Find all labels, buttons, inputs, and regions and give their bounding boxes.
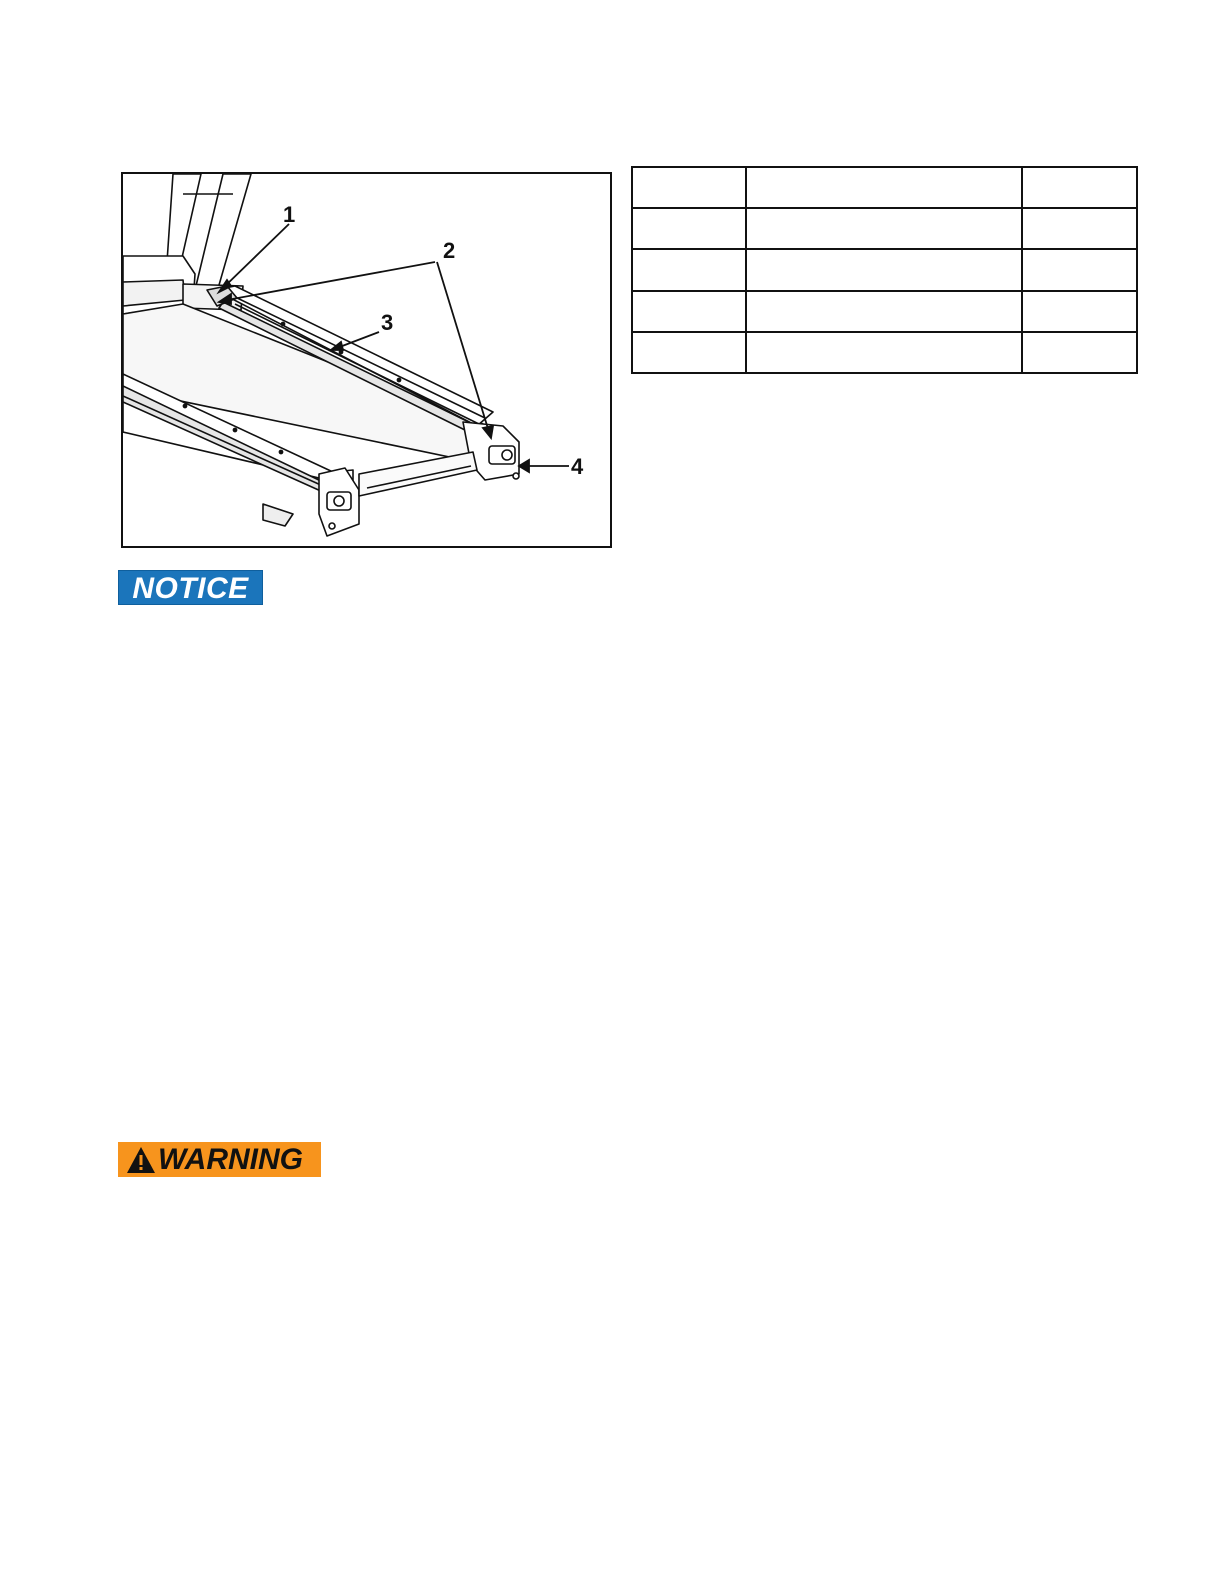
table-cell [632,167,746,208]
table-cell [746,332,1022,373]
callout-3: 3 [381,310,394,335]
callout-4: 4 [571,454,584,479]
callout-2: 2 [443,238,456,263]
callout-1: 1 [283,202,296,227]
table-cell [632,291,746,332]
table-cell [1022,208,1137,249]
table-cell [746,167,1022,208]
table-row [632,208,1137,249]
treadmill-illustration [123,174,610,546]
warning-label: WARNING [158,1143,303,1176]
table-row [632,167,1137,208]
table-cell [746,208,1022,249]
parts-table [631,166,1138,374]
table-cell [746,249,1022,290]
table-cell [632,332,746,373]
table-cell [632,208,746,249]
treadmill-figure [121,172,612,548]
warning-triangle-icon [126,1146,156,1174]
table-row [632,249,1137,290]
table-cell [1022,167,1137,208]
notice-label: NOTICE [118,570,263,605]
table-cell [1022,249,1137,290]
table-cell [1022,291,1137,332]
table-cell [746,291,1022,332]
table-cell [1022,332,1137,373]
table-row [632,332,1137,373]
warning-banner [118,1142,321,1177]
table-row [632,291,1137,332]
table-cell [632,249,746,290]
